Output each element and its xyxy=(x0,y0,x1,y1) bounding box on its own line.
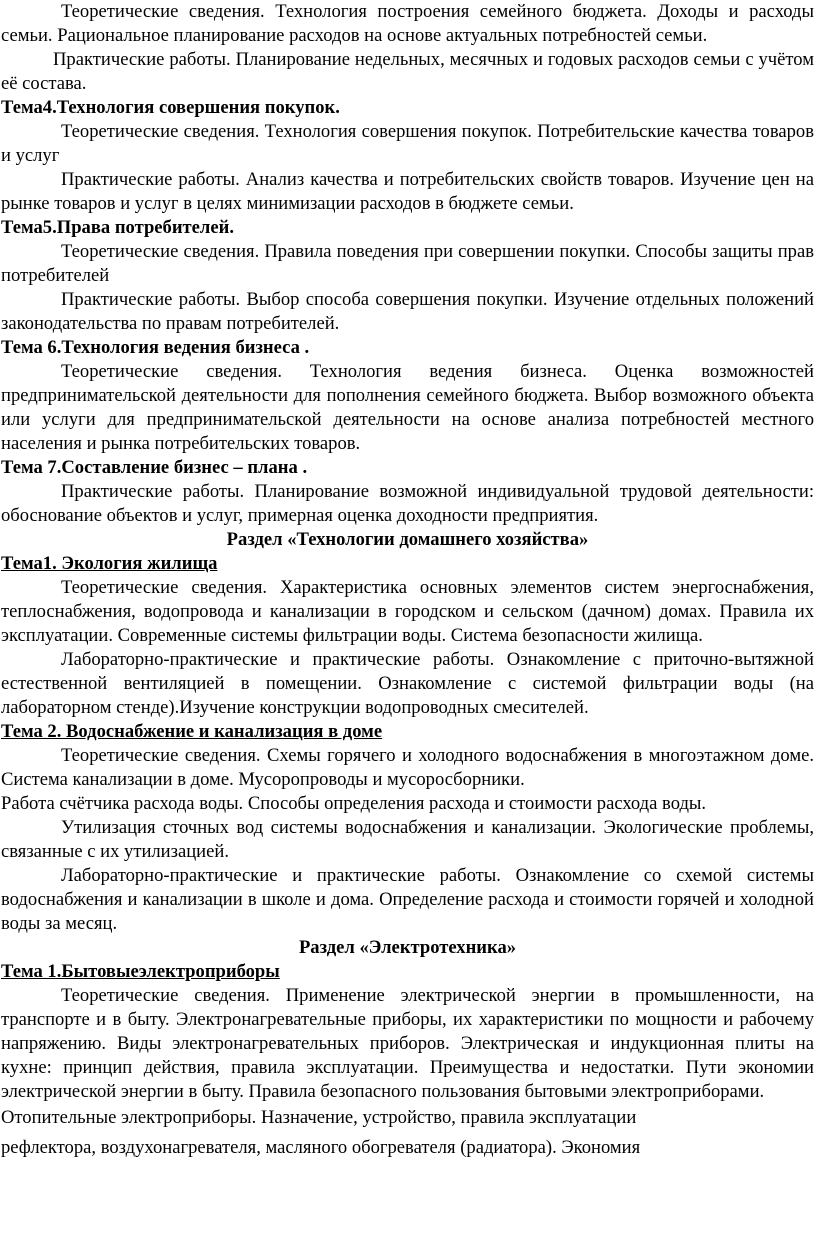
heading-water-supply: Тема 2. Водоснабжение и канализация в доме xyxy=(1,721,383,742)
paragraph-water-lab: Лабораторно-практические и практические работы. Ознакомление со схемой системы водоснабжения и канализации в школе и дома. Определение расхода и стоимости горячей и холодной воды за месяц. xyxy=(1,865,814,934)
paragraph-business-plan-practice: Практические работы. Планирование возможной индивидуальной трудовой деятельности: обоснование объектов и услуг, примерная оценка доходности предприятия. xyxy=(1,481,814,526)
paragraph-heating-appliances-continued: рефлектора, воздухонагревателя, масляного обогревателя (радиатора). Экономия xyxy=(1,1137,641,1158)
heading-household-appliances: Тема 1.Бытовыеэлектроприборы xyxy=(1,961,280,982)
heading-housing-ecology: Тема1. Экология жилища xyxy=(1,553,218,574)
heading-topic-5: Тема5.Права потребителей. xyxy=(1,217,234,238)
paragraph-housing-lab: Лабораторно-практические и практические работы. Ознакомление с приточно-вытяжной естественной вентиляцией в помещении. Ознакомление с системой фильтрации воды (на лабораторном стенде).Изучение конструкции водопроводных смесителей. xyxy=(1,649,814,718)
paragraph-wastewater: Утилизация сточных вод системы водоснабжения и канализации. Экологические проблемы, связанные с их утилизацией. xyxy=(1,817,814,862)
heading-topic-7: Тема 7.Составление бизнес – плана . xyxy=(1,457,308,478)
paragraph-water-theory: Теоретические сведения. Схемы горячего и холодного водоснабжения в многоэтажном доме. Система канализации в доме. Мусоропроводы и мусоросборники. xyxy=(1,745,814,790)
paragraph-housing-theory: Теоретические сведения. Характеристика основных элементов систем энергоснабжения, теплоснабжения, водопровода и канализации в городском и сельском (дачном) домах. Правила их эксплуатации. Современные системы фильтрации воды. Система безопасности жилища. xyxy=(1,577,814,646)
section-title-electrotechnics: Раздел «Электротехника» xyxy=(298,937,517,958)
paragraph-family-budget-practice: Практические работы. Планирование недельных, месячных и годовых расходов семьи с учётом её состава. xyxy=(1,49,814,94)
paragraph-consumer-rights-theory: Теоретические сведения. Правила поведения при совершении покупки. Способы защиты прав потребителей xyxy=(1,241,814,286)
paragraph-purchases-practice: Практические работы. Анализ качества и потребительских свойств товаров. Изучение цен на рынке товаров и услуг в целях минимизации расходов в бюджете семьи. xyxy=(1,169,814,214)
section-title-home-economics: Раздел «Технологии домашнего хозяйства» xyxy=(226,529,589,550)
heading-topic-6: Тема 6.Технология ведения бизнеса . xyxy=(1,337,310,358)
paragraph-consumer-rights-practice: Практические работы. Выбор способа совершения покупки. Изучение отдельных положений законодательства по правам потребителей. xyxy=(1,289,814,334)
paragraph-family-budget-theory: Теоретические сведения. Технология построения семейного бюджета. Доходы и расходы семьи. Рациональное планирование расходов на основе актуальных потребностей семьи. xyxy=(1,1,814,46)
paragraph-appliances-theory: Теоретические сведения. Применение электрической энергии в промышленности, на транспорте и в быту. Электронагревательные приборы, их характеристики по мощности и рабочему напряжению. Виды электронагревательных приборов. Электрическая и индукционная плиты на кухне: принцип действия, правила эксплуатации. Преимущества и недостатки. Пути экономии электрической энергии в быту. Правила безопасного пользования бытовыми электроприборами. xyxy=(1,985,814,1102)
paragraph-purchases-theory: Теоретические сведения. Технология совершения покупок. Потребительские качества товаров и услуг xyxy=(1,121,814,166)
heading-topic-4: Тема4.Технология совершения покупок. xyxy=(1,97,340,118)
paragraph-business-theory: Теоретические сведения. Технология ведения бизнеса. Оценка возможностей предпринимательской деятельности для пополнения семейного бюджета. Выбор возможного объекта или услуги для предпринимательской деятельности на основе анализа потребностей местного населения и рынка потребительских товаров. xyxy=(1,361,814,454)
paragraph-water-meter: Работа счётчика расхода воды. Способы определения расхода и стоимости расхода воды. xyxy=(1,793,707,814)
paragraph-heating-appliances: Отопительные электроприборы. Назначение, устройство, правила эксплуатации xyxy=(1,1107,637,1128)
